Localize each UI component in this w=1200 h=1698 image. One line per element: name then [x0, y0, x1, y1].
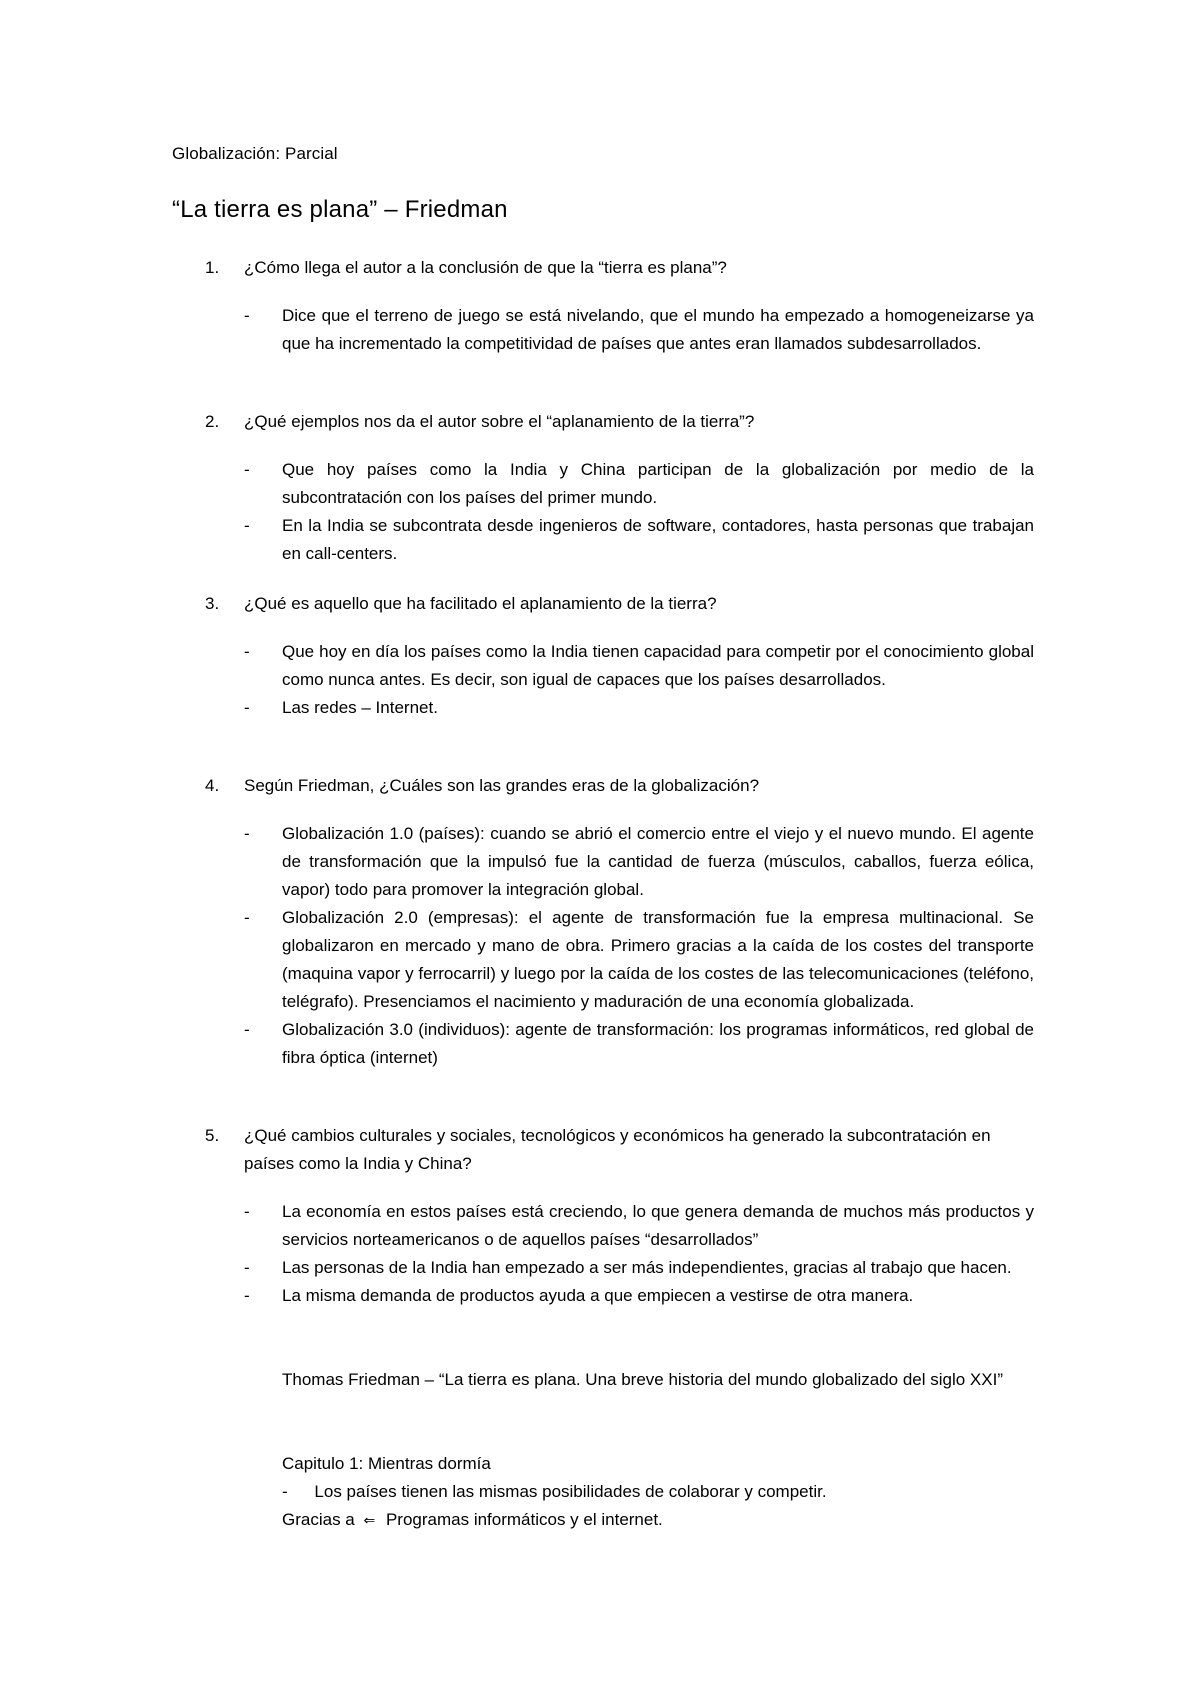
answers-5	[244, 1198, 1034, 1310]
question-number: 3.	[205, 594, 220, 613]
answer-item	[244, 820, 1034, 904]
dash-bullet: -	[244, 1020, 250, 1039]
answer-text: En la India se subcontrata desde ingenieros de software, contadores, hasta personas que trabajan en call-centers.	[282, 516, 1034, 563]
reference-citation: Thomas Friedman – “La tierra es plana. Una breve historia del mundo globalizado del siglo XXI”	[282, 1370, 1003, 1389]
chapter-bullet	[282, 1478, 1034, 1506]
dash-bullet: -	[244, 516, 250, 535]
answer-item	[244, 638, 1034, 694]
answers-3	[244, 638, 1034, 722]
answer-item	[244, 456, 1034, 512]
answer-text: Globalización 3.0 (individuos): agente de transformación: los programas informáticos, red global de fibra óptica (internet)	[282, 1020, 1034, 1067]
question-text: ¿Qué ejemplos nos da el autor sobre el “aplanamiento de la tierra”?	[244, 412, 755, 431]
answer-text: Dice que el terreno de juego se está nivelando, que el mundo ha empezado a homogeneizarse ya que ha incrementado la competitividad de países que antes eran llamados subdesarrollados.	[282, 306, 1034, 353]
arrow-left-icon: ⇐	[363, 1512, 376, 1528]
answer-item	[244, 512, 1034, 568]
answer-text: Globalización 1.0 (países): cuando se abrió el comercio entre el viejo y el nuevo mundo. El agente de transformación que la impulsó fue la cantidad de fuerza (músculos, caballos, fuerza eólica, vapor) todo para promover la integración global.	[282, 824, 1034, 899]
dash-bullet: -	[244, 460, 250, 479]
answer-text: Globalización 2.0 (empresas): el agente de transformación fue la empresa multinacional. Se globalizaron en mercado y mano de obra. Primero gracias a la caída de los costes del transporte (maquina vapor y ferrocarril) y luego por la caída de los costes de las telecomunicaciones (teléfono, telégrafo). Presenciamos el nacimiento y maduración de una economía globalizada.	[282, 908, 1034, 1011]
answer-item	[244, 302, 1034, 358]
answer-text: Que hoy en día los países como la India tienen capacidad para competir por el conocimiento global como nunca antes. Es decir, son igual de capaces que los países desarrollados.	[282, 642, 1034, 689]
chapter-bullet-text: Los países tienen las mismas posibilidades de colaborar y competir.	[314, 1482, 827, 1501]
answer-item	[244, 694, 1034, 722]
answer-text: La misma demanda de productos ayuda a que empiecen a vestirse de otra manera.	[282, 1286, 914, 1305]
question-number: 5.	[205, 1126, 220, 1145]
question-text: Según Friedman, ¿Cuáles son las grandes eras de la globalización?	[244, 776, 760, 795]
answer-item	[244, 1254, 1034, 1282]
question-number: 4.	[205, 776, 220, 795]
question-number: 2.	[205, 412, 220, 431]
document-label: Globalización: Parcial	[172, 144, 338, 163]
dash-bullet: -	[282, 1482, 288, 1501]
answers-4	[244, 820, 1034, 1072]
answer-item	[244, 1282, 1034, 1310]
question-text: ¿Cómo llega el autor a la conclusión de que la “tierra es plana”?	[244, 258, 727, 277]
dash-bullet: -	[244, 824, 250, 843]
dash-bullet: -	[244, 1286, 250, 1305]
document-title: “La tierra es plana” – Friedman	[172, 196, 508, 223]
answers-2	[244, 456, 1034, 568]
answers-1	[244, 302, 1034, 358]
chapter-heading: Capitulo 1: Mientras dormía	[282, 1454, 491, 1473]
dash-bullet: -	[244, 1202, 250, 1221]
gracias-prefix: Gracias a	[282, 1510, 355, 1529]
question-text: ¿Qué cambios culturales y sociales, tecnológicos y económicos ha generado la subcontratación en países como la India y China?	[244, 1126, 991, 1173]
answer-text: La economía en estos países está creciendo, lo que genera demanda de muchos más productos y servicios norteamericanos o de aquellos países “desarrollados”	[282, 1202, 1034, 1249]
gracias-line	[282, 1506, 1034, 1534]
answer-text: Las personas de la India han empezado a ser más independientes, gracias al trabajo que hacen.	[282, 1258, 1012, 1277]
dash-bullet: -	[244, 698, 250, 717]
dash-bullet: -	[244, 306, 250, 325]
gracias-rest: Programas informáticos y el internet.	[385, 1510, 663, 1529]
answer-item	[244, 1016, 1034, 1072]
dash-bullet: -	[244, 642, 250, 661]
answer-item	[244, 1198, 1034, 1254]
answer-text: Las redes – Internet.	[282, 698, 438, 717]
question-text: ¿Qué es aquello que ha facilitado el aplanamiento de la tierra?	[244, 594, 717, 613]
answer-item	[244, 904, 1034, 1016]
dash-bullet: -	[244, 908, 250, 927]
dash-bullet: -	[244, 1258, 250, 1277]
question-number: 1.	[205, 258, 220, 277]
answer-text: Que hoy países como la India y China participan de la globalización por medio de la subcontratación con los países del primer mundo.	[282, 460, 1034, 507]
